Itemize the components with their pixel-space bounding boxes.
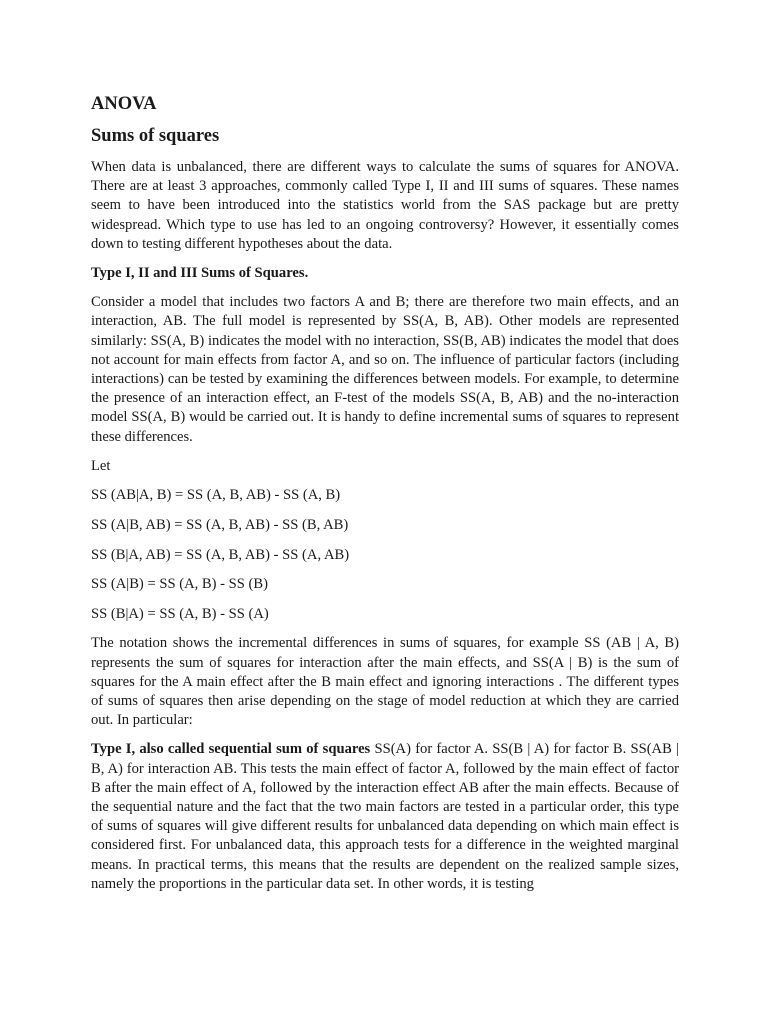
notation-paragraph: The notation shows the incremental differences in sums of squares, for example SS (AB | A, B) represents the sum of squares for interaction after the main effects, and SS(A | B) is the sum of squares for the A main effect after the B main effect and ignoring interactions . The different types of sums of squares then arise depending on the stage of model reduction at which they are carried out. In particular: bbox=[91, 635, 679, 729]
equation-line: SS (B|A, AB) = SS (A, B, AB) - SS (A, AB) bbox=[91, 546, 350, 563]
document-subtitle: Sums of squares bbox=[91, 126, 220, 146]
type1-paragraph bbox=[91, 740, 679, 894]
equation-line: SS (A|B) = SS (A, B) - SS (B) bbox=[91, 576, 268, 593]
equation-line: SS (AB|A, B) = SS (A, B, AB) - SS (A, B) bbox=[91, 487, 341, 504]
document-title: ANOVA bbox=[91, 94, 157, 114]
intro-paragraph: When data is unbalanced, there are different ways to calculate the sums of squares for ANOVA. There are at least 3 approaches, commonly called Type I, II and III sums of squares. These names seem to have been introduced into the statistics world from the SAS package but are pretty widespread. Which type to use has led to an ongoing controversy? However, it essentially comes down to testing different hypotheses about the data. bbox=[91, 159, 679, 252]
type1-body: SS(A) for factor A. SS(B | A) for factor B. SS(AB | B, A) for interaction AB. This tests the main effect of factor A, followed by the main effect of factor B after the main effect of A, followed by the interaction effect AB after the main effects. Because of the sequential nature and the fact that the two main factors are tested in a particular order, this type of sums of squares will give different results for unbalanced data depending on which main effect is considered first. For unbalanced data, this approach tests for a difference in the weighted marginal means. In practical terms, this means that the results are dependent on the realized sample sizes, namely the proportions in the particular data set. In other words, it is testing bbox=[91, 741, 679, 892]
let-label: Let bbox=[91, 457, 111, 474]
equation-line: SS (A|B, AB) = SS (A, B, AB) - SS (B, AB) bbox=[91, 517, 349, 534]
type1-heading: Type I, also called sequential sum of squares bbox=[91, 741, 371, 758]
equation-line: SS (B|A) = SS (A, B) - SS (A) bbox=[91, 605, 269, 622]
document-page bbox=[91, 92, 679, 894]
model-paragraph: Consider a model that includes two factors A and B; there are therefore two main effects, and an interaction, AB. The full model is represented by SS(A, B, AB). Other models are represented similarly: SS(A, B) indicates the model with no interaction, SS(B, AB) indicates the model that does not account for main effects from factor A, and so on. The influence of particular factors (including interactions) can be tested by examining the differences between models. For example, to determine the presence of an interaction effect, an F-test of the models SS(A, B, AB) and the no-interaction model SS(A, B) would be carried out. It is handy to define incremental sums of squares to represent these differences. bbox=[91, 294, 679, 445]
section-heading: Type I, II and III Sums of Squares. bbox=[91, 265, 309, 282]
